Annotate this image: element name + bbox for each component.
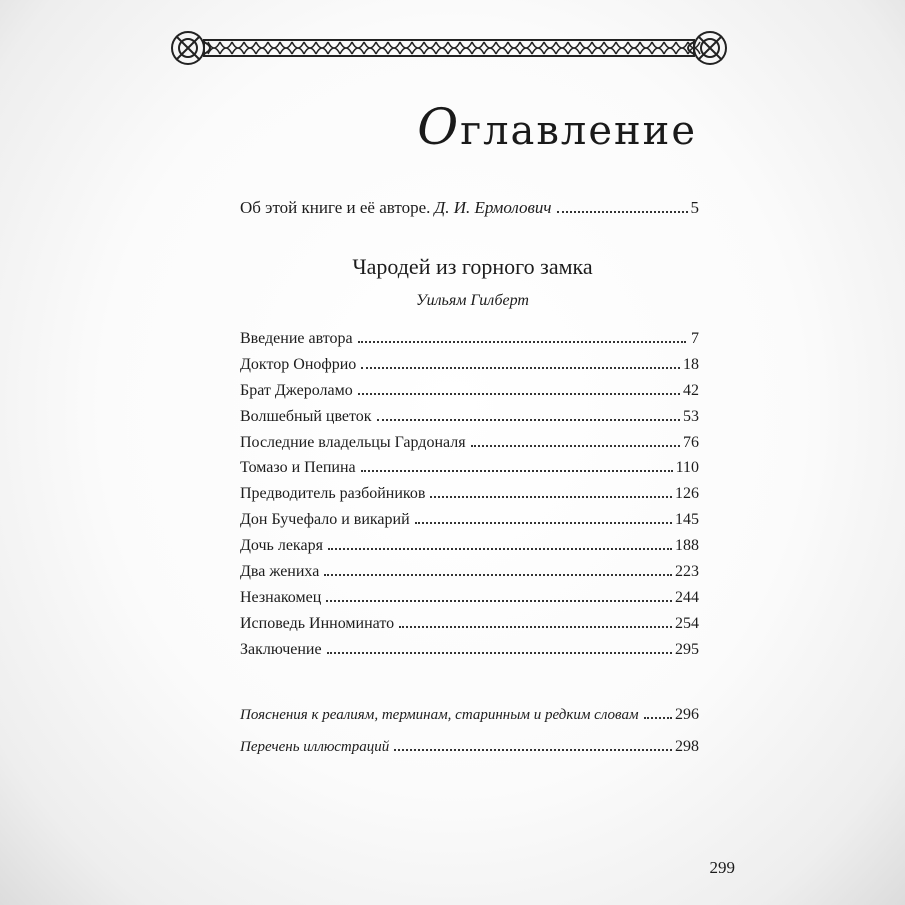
- toc-entry-page: 42: [683, 381, 699, 399]
- title-initial: О: [417, 98, 461, 156]
- toc-entry-page: 188: [675, 537, 699, 555]
- dot-leader: [430, 496, 672, 498]
- book-author: Уильям Гилберт: [416, 292, 529, 309]
- dot-leader: [394, 749, 672, 751]
- toc-entry[interactable]: [240, 330, 699, 356]
- toc-entry-title: Незнакомец: [240, 588, 322, 606]
- book-title: Чародей из горного замка: [352, 254, 593, 279]
- toc-entry-title: Два жениха: [240, 563, 320, 581]
- dot-leader: [361, 367, 680, 369]
- toc-entry[interactable]: [240, 408, 699, 434]
- dot-leader: [377, 419, 680, 421]
- title-rest: главление: [460, 108, 697, 154]
- toc-entry-title: Дон Бучефало и викарий: [240, 511, 410, 529]
- toc-entry-page: 126: [675, 485, 699, 503]
- dot-leader: [557, 211, 688, 213]
- appendix-entry-page: 296: [675, 706, 699, 723]
- toc-entry[interactable]: [240, 511, 699, 537]
- toc-entry-page: 244: [675, 588, 699, 606]
- dot-leader: [328, 548, 672, 550]
- toc-entry[interactable]: [240, 485, 699, 511]
- intro-entry-text: Об этой книге и её авторе.: [240, 198, 431, 217]
- toc-entry[interactable]: [240, 459, 699, 485]
- dot-leader: [471, 445, 680, 447]
- page-title: [417, 98, 697, 156]
- dot-leader: [358, 393, 680, 395]
- celtic-knot-border-icon: [168, 28, 730, 68]
- toc-entry[interactable]: [240, 615, 699, 641]
- toc-entry-page: 254: [675, 614, 699, 632]
- dot-leader: [358, 341, 686, 343]
- dot-leader: [415, 522, 672, 524]
- toc-entry-page: 223: [675, 563, 699, 581]
- appendix-entry-page: 298: [675, 738, 699, 755]
- toc-entry[interactable]: [240, 537, 699, 563]
- toc-entry[interactable]: [240, 356, 699, 382]
- intro-entry-page: 5: [690, 198, 699, 217]
- toc-entry-title: Предводитель разбойников: [240, 485, 426, 503]
- toc-entry-title: Томазо и Пепина: [240, 459, 356, 477]
- toc-entry-title: Введение автора: [240, 330, 353, 347]
- toc-entry-page: 53: [683, 407, 699, 425]
- toc-list: [240, 330, 699, 667]
- dot-leader: [399, 626, 672, 628]
- toc-entry-page: 110: [675, 459, 699, 477]
- appendix-entry-title: Пояснения к реалиям, терминам, старинным и редким словам: [240, 707, 639, 723]
- appendix-entry-title: Перечень иллюстраций: [240, 739, 390, 755]
- toc-entry-title: Последние владельцы Гардоналя: [240, 433, 466, 451]
- toc-entry[interactable]: [240, 563, 699, 589]
- dot-leader: [644, 717, 672, 719]
- page-number: 299: [709, 858, 735, 877]
- toc-entry[interactable]: [240, 641, 699, 667]
- toc-entry-page: 18: [683, 355, 699, 373]
- toc-entry-page: 7: [691, 330, 699, 347]
- toc-entry-page: 145: [675, 511, 699, 529]
- intro-entry[interactable]: [240, 198, 699, 218]
- toc-entry-title: Дочь лекаря: [240, 537, 323, 555]
- dot-leader: [324, 574, 672, 576]
- toc-entry[interactable]: [240, 434, 699, 460]
- intro-entry-author: Д. И. Ермолович: [434, 198, 552, 217]
- dot-leader: [361, 470, 673, 472]
- appendix-entry-illustrations[interactable]: [240, 738, 699, 756]
- dot-leader: [326, 600, 672, 602]
- toc-entry-page: 76: [683, 433, 699, 451]
- toc-entry-title: Брат Джероламо: [240, 381, 353, 399]
- toc-entry[interactable]: [240, 589, 699, 615]
- toc-entry-title: Волшебный цветок: [240, 407, 372, 425]
- toc-entry-page: 295: [675, 640, 699, 658]
- dot-leader: [327, 652, 672, 654]
- appendix-entry-notes[interactable]: [240, 706, 699, 724]
- toc-entry-title: Исповедь Инноминато: [240, 614, 395, 632]
- toc-entry-title: Доктор Онофрио: [240, 355, 357, 373]
- toc-entry-title: Заключение: [240, 640, 322, 658]
- toc-entry[interactable]: [240, 382, 699, 408]
